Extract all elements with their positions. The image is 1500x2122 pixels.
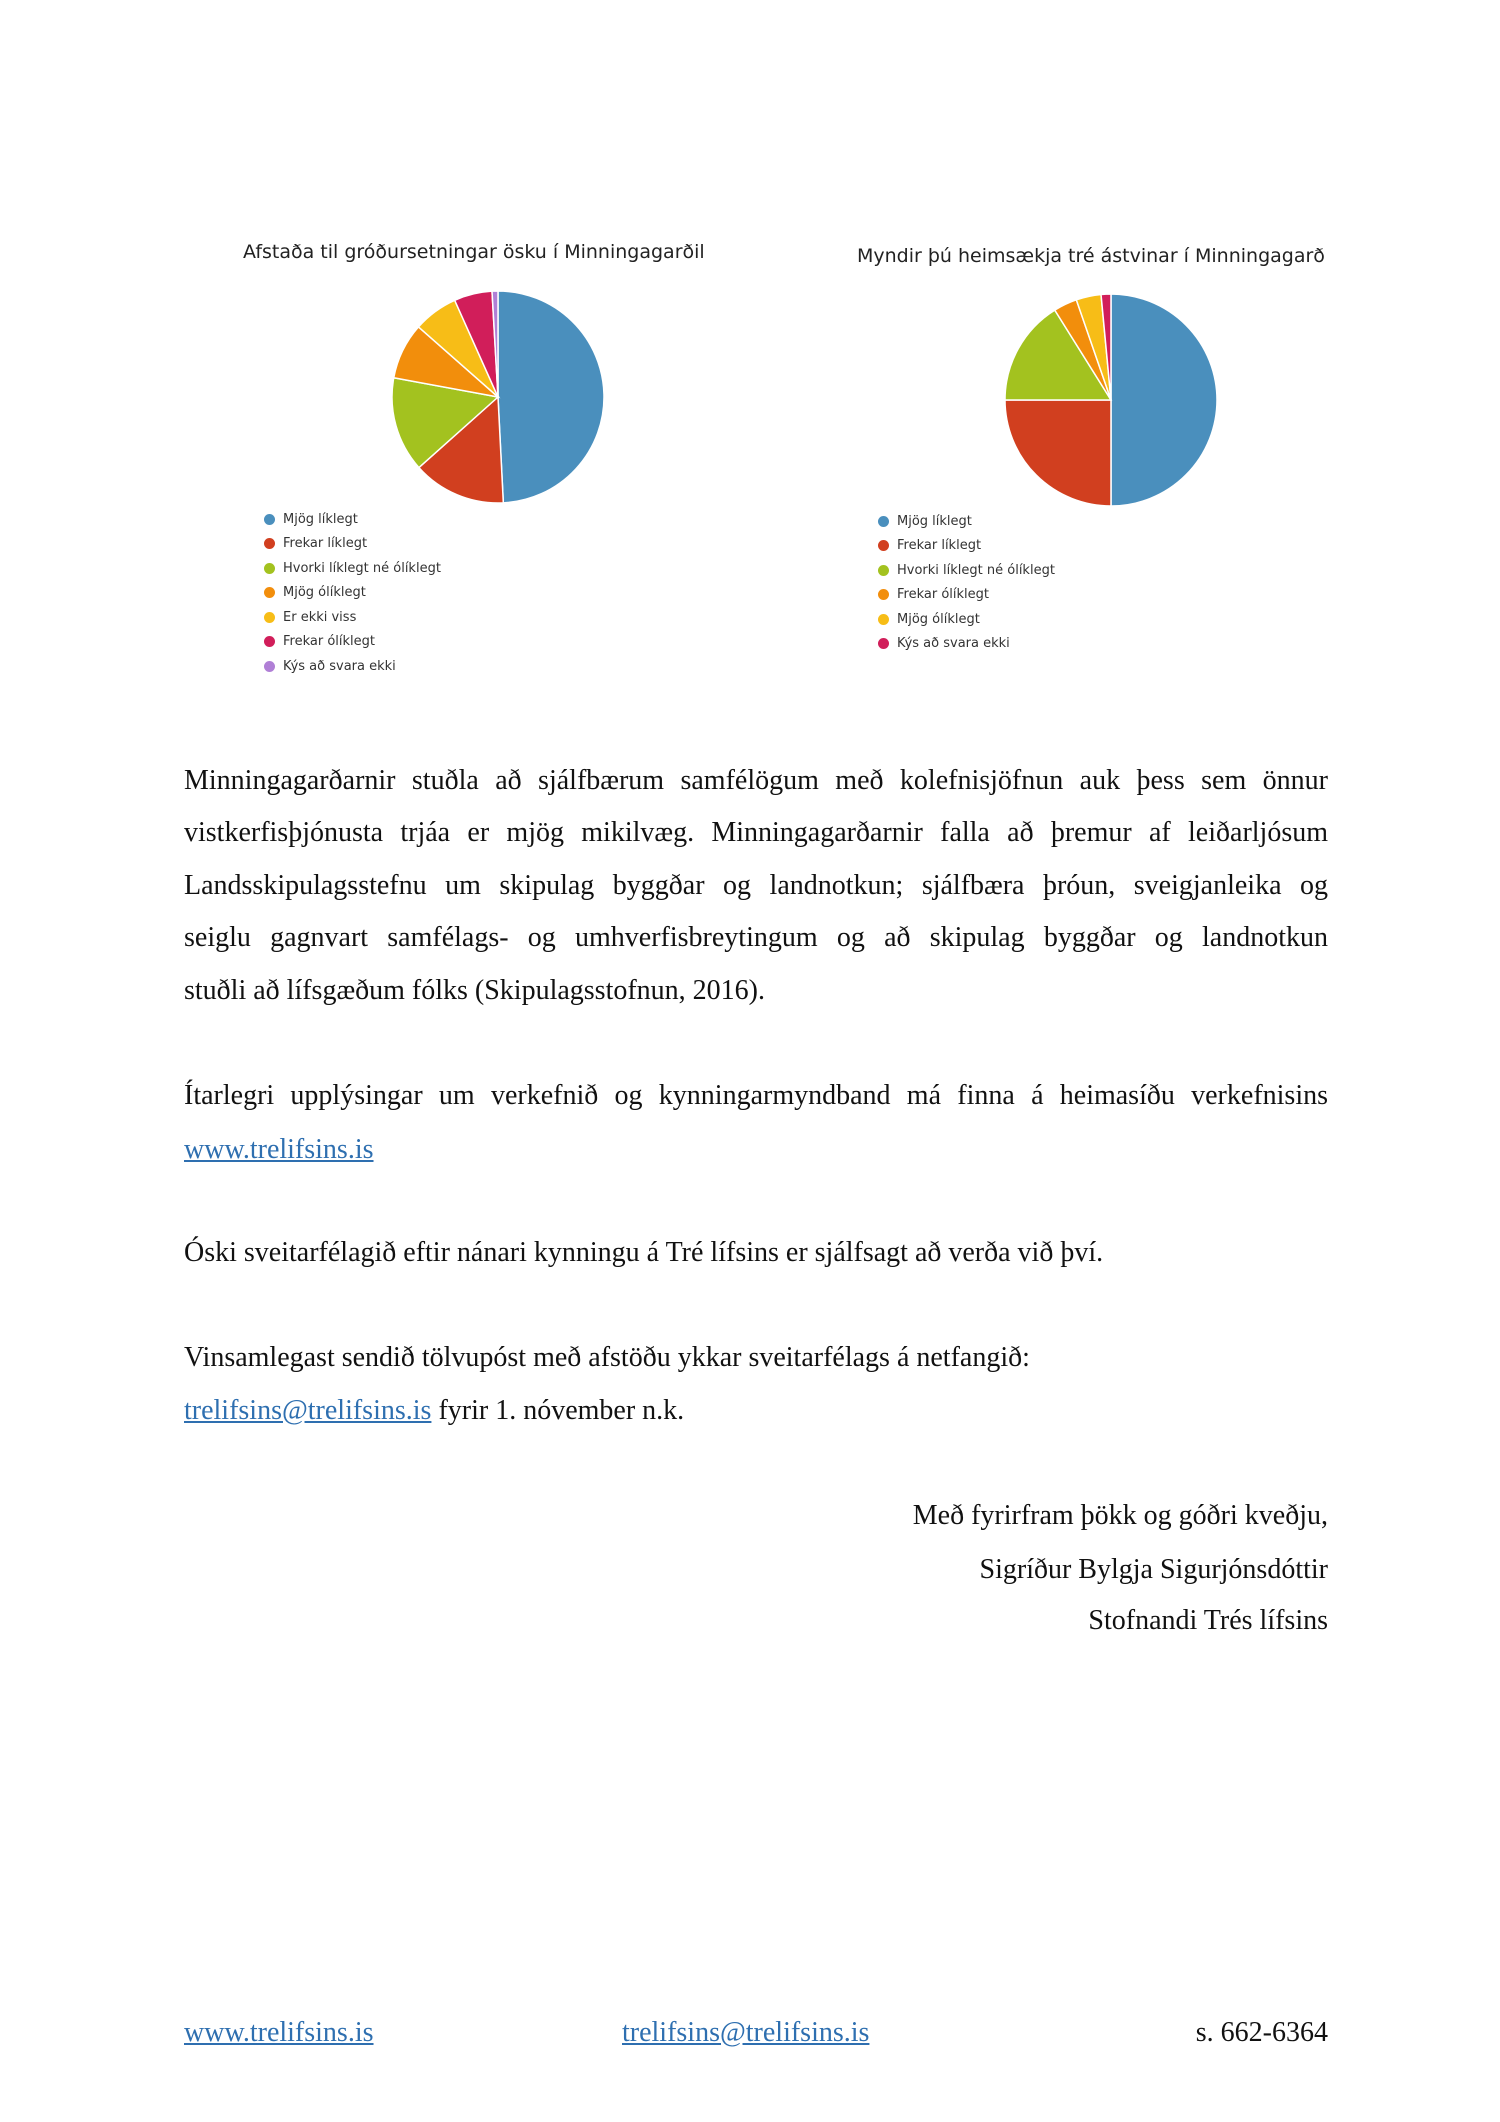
legend-item: [878, 583, 1055, 608]
legend-label: Hvorki líklegt né ólíklegt: [283, 560, 441, 576]
legend-label: Mjög líklegt: [283, 511, 358, 527]
paragraph-3: Óski sveitarfélagið eftir nánari kynningu á Tré lífsins er sjálfsagt að verða við því.: [184, 1237, 1104, 1268]
legend-item: [264, 507, 441, 532]
pie-slice-1: [498, 291, 604, 503]
legend-label: Kýs að svara ekki: [283, 658, 396, 674]
legend-dot-icon: [264, 612, 275, 623]
footer-website-link[interactable]: www.trelifsins.is: [184, 2017, 374, 2048]
legend-label: Mjög líklegt: [897, 513, 972, 529]
legend-dot-icon: [878, 614, 889, 625]
pie-chart-1: [390, 289, 606, 505]
legend-item: [264, 581, 441, 606]
chart-1-legend: [264, 507, 441, 679]
legend-label: Kýs að svara ekki: [897, 636, 1010, 652]
legend-dot-icon: [264, 587, 275, 598]
legend-label: Mjög ólíklegt: [897, 611, 980, 627]
pie-chart-2: [1003, 292, 1219, 508]
paragraph-4: Vinsamlegast sendið tölvupóst með afstöðu ykkar sveitarfélags á netfangið:: [184, 1342, 1030, 1373]
legend-item: [878, 632, 1055, 657]
legend-label: Mjög ólíklegt: [283, 585, 366, 601]
legend-item: [264, 630, 441, 655]
deadline-text: fyrir 1. nóvember n.k.: [431, 1395, 685, 1426]
website-link[interactable]: www.trelifsins.is: [184, 1134, 374, 1165]
legend-label: Frekar líklegt: [897, 538, 982, 554]
legend-dot-icon: [264, 563, 275, 574]
legend-item: [264, 605, 441, 630]
legend-dot-icon: [264, 514, 275, 525]
legend-item: [878, 509, 1055, 534]
legend-dot-icon: [264, 538, 275, 549]
paragraph-1-line: seiglu gagnvart samfélags- og umhverfisbreytingum og að skipulag byggðar og landnotkun: [184, 922, 1328, 953]
chart-2-legend: [878, 509, 1055, 656]
paragraph-1-line: Landsskipulagsstefnu um skipulag byggðar og landnotkun; sjálfbæra þróun, sveigjanleika og: [184, 870, 1328, 901]
email-link[interactable]: trelifsins@trelifsins.is: [184, 1395, 432, 1426]
legend-dot-icon: [878, 638, 889, 649]
legend-item: [878, 558, 1055, 583]
chart-1-title: Afstaða til gróðursetningar ösku í Minningagarðil: [243, 241, 705, 263]
legend-label: Hvorki líklegt né ólíklegt: [897, 562, 1055, 578]
legend-item: [878, 534, 1055, 559]
legend-dot-icon: [878, 589, 889, 600]
legend-dot-icon: [264, 661, 275, 672]
footer-phone: s. 662-6364: [1195, 2017, 1328, 2048]
legend-label: Er ekki viss: [283, 609, 357, 625]
pie-slice-2: [1005, 400, 1111, 506]
footer-email-link[interactable]: trelifsins@trelifsins.is: [622, 2017, 870, 2048]
paragraph-1-line: Minningagarðarnir stuðla að sjálfbærum samfélögum með kolefnisjöfnun auk þess sem önnur: [184, 765, 1328, 796]
legend-item: [878, 607, 1055, 632]
legend-item: [264, 532, 441, 557]
signature-name: Sigríður Bylgja Sigurjónsdóttir: [979, 1554, 1328, 1585]
legend-item: [264, 556, 441, 581]
legend-dot-icon: [878, 565, 889, 576]
legend-dot-icon: [264, 636, 275, 647]
legend-label: Frekar líklegt: [283, 536, 368, 552]
signature-role: Stofnandi Trés lífsins: [1088, 1605, 1328, 1636]
legend-label: Frekar ólíklegt: [897, 587, 989, 603]
paragraph-1-line: stuðli að lífsgæðum fólks (Skipulagsstofnun, 2016).: [184, 975, 765, 1006]
legend-dot-icon: [878, 516, 889, 527]
closing-greeting: Með fyrirfram þökk og góðri kveðju,: [912, 1500, 1328, 1531]
legend-item: [264, 654, 441, 679]
paragraph-2: Ítarlegri upplýsingar um verkefnið og kynningarmyndband má finna á heimasíðu verkefnisins: [184, 1080, 1328, 1111]
legend-label: Frekar ólíklegt: [283, 634, 375, 650]
pie-slice-1: [1111, 294, 1217, 506]
legend-dot-icon: [878, 540, 889, 551]
chart-2-title: Myndir þú heimsækja tré ástvinar í Minningagarð: [857, 245, 1325, 267]
paragraph-1-line: vistkerfisþjónusta trjáa er mjög mikilvæg. Minningagarðarnir falla að þremur af leiðarljósum: [184, 817, 1328, 848]
